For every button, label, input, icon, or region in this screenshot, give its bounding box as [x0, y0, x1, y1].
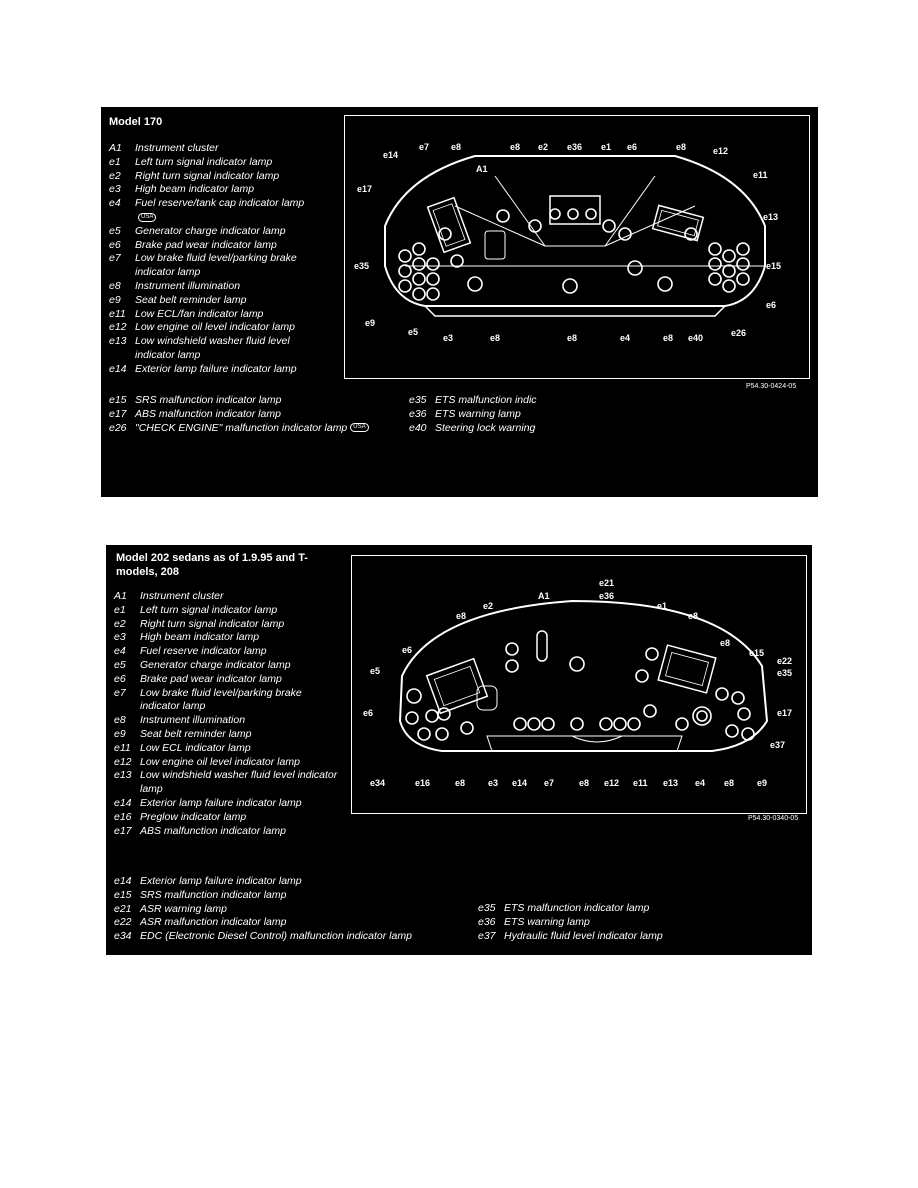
- legend-code: e9: [114, 727, 126, 740]
- legend-item: [114, 875, 444, 889]
- figure-reference: P54.30-0340-05: [748, 815, 799, 822]
- legend-description: Brake pad wear indicator lamp: [140, 672, 282, 685]
- callout-label: e8: [724, 778, 735, 788]
- legend-item: [109, 308, 319, 322]
- legend-description: Fuel reserve/tank cap indicator lampUSA: [135, 197, 305, 220]
- legend-code: e13: [109, 335, 127, 348]
- legend-description: EDC (Electronic Diesel Control) malfunction indicator lamp: [140, 930, 412, 943]
- callout-label: e13: [663, 778, 679, 788]
- callout-label: e14: [512, 778, 528, 788]
- legend-description: Generator charge indicator lamp: [135, 224, 286, 237]
- callout-label: e7: [544, 778, 555, 788]
- legend-description: Instrument illumination: [135, 279, 241, 292]
- callout-label: e6: [402, 645, 413, 655]
- callout-label: e2: [483, 601, 494, 611]
- legend-code: e6: [114, 672, 126, 685]
- legend-item: [114, 659, 339, 673]
- callout-label: e8: [490, 333, 501, 343]
- legend-code: e26: [109, 421, 127, 434]
- legend-item: [114, 714, 339, 728]
- legend-code: e36: [409, 407, 427, 420]
- right-connector: [658, 645, 716, 693]
- model-170-panel: [101, 107, 818, 497]
- legend-item: [114, 604, 339, 618]
- legend-code: e35: [409, 394, 427, 406]
- callout-label: e17: [357, 184, 373, 194]
- legend-item: [114, 618, 339, 632]
- legend-code: e4: [109, 197, 121, 210]
- legend-item: [109, 422, 399, 436]
- center-slot: [485, 231, 505, 259]
- legend-code: e11: [114, 741, 131, 754]
- legend-description: Exterior lamp failure indicator lamp: [140, 875, 302, 887]
- legend-list-bottom-left: [114, 875, 444, 944]
- legend-code: e2: [114, 617, 126, 630]
- callout-label: e15: [766, 261, 782, 271]
- legend-code: e3: [109, 183, 121, 196]
- legend-code: e11: [109, 307, 126, 320]
- legend-description: Generator charge indicator lamp: [140, 658, 291, 671]
- legend-description: Low engine oil level indicator lamp: [135, 321, 295, 334]
- callout-label: e8: [567, 333, 578, 343]
- model-202-panel: [106, 545, 812, 955]
- legend-description: Fuel reserve indicator lamp: [140, 645, 267, 658]
- left-slot: [477, 686, 497, 710]
- legend-code: e2: [109, 169, 121, 182]
- bulb-group: [399, 209, 749, 300]
- cluster-drawing: [345, 116, 809, 378]
- legend-code: e15: [109, 394, 127, 406]
- legend-description: Low ECL/fan indicator lamp: [135, 307, 264, 320]
- legend-description: High beam indicator lamp: [135, 183, 255, 196]
- callout-label: e22: [777, 656, 793, 666]
- legend-description: ETS malfunction indic: [435, 394, 537, 406]
- legend-description: High beam indicator lamp: [140, 631, 260, 644]
- legend-code: e34: [114, 930, 132, 943]
- left-connector: [427, 659, 488, 714]
- callout-label: e7: [419, 142, 430, 152]
- legend-code: e40: [409, 421, 427, 434]
- callout-label: e8: [676, 142, 687, 152]
- callout-label: e35: [354, 261, 370, 271]
- legend-item: [109, 363, 319, 377]
- legend-code: e36: [478, 915, 496, 928]
- legend-code: e1: [114, 603, 126, 616]
- cluster-drawing: [352, 556, 806, 813]
- callout-label: e3: [443, 333, 454, 343]
- legend-item: [109, 197, 319, 225]
- legend-description: ETS warning lamp: [504, 915, 590, 928]
- legend-item: [478, 902, 738, 916]
- legend-item: [114, 645, 339, 659]
- legend-code: e7: [109, 252, 121, 265]
- legend-code: e35: [478, 902, 496, 914]
- legend-item: [109, 252, 319, 280]
- callout-label: e21: [599, 578, 615, 588]
- legend-item: [478, 916, 738, 930]
- legend-list-bottom-left: [109, 394, 399, 435]
- legend-code: e14: [114, 875, 132, 887]
- legend-item: [109, 170, 319, 184]
- legend-code: A1: [109, 142, 122, 154]
- callout-label: e36: [567, 142, 583, 152]
- legend-item: [114, 687, 339, 715]
- legend-item: [109, 142, 319, 156]
- legend-description: ASR malfunction indicator lamp: [140, 916, 287, 929]
- legend-description: ETS malfunction indicator lamp: [504, 902, 650, 914]
- legend-description: Exterior lamp failure indicator lamp: [140, 796, 302, 809]
- legend-item: [478, 930, 738, 944]
- legend-description: Right turn signal indicator lamp: [135, 169, 280, 182]
- legend-description: Left turn signal indicator lamp: [140, 603, 278, 616]
- legend-code: e6: [109, 238, 121, 251]
- legend-item: [109, 225, 319, 239]
- callout-label: e8: [663, 333, 674, 343]
- legend-item: [114, 811, 339, 825]
- usa-badge: USA: [138, 213, 156, 222]
- legend-description: Hydraulic fluid level indicator lamp: [504, 929, 663, 942]
- callout-label: e8: [720, 638, 731, 648]
- legend-list: [109, 142, 319, 377]
- legend-description: Instrument illumination: [140, 714, 246, 727]
- callout-label: e5: [370, 666, 381, 676]
- legend-description: Low ECL indicator lamp: [140, 741, 251, 754]
- legend-code: e17: [109, 407, 127, 420]
- callout-label: e2: [538, 142, 549, 152]
- legend-description: Instrument cluster: [140, 590, 224, 602]
- right-connector: [653, 205, 704, 240]
- legend-item: [409, 408, 569, 422]
- legend-code: e37: [478, 929, 496, 942]
- legend-description: SRS malfunction indicator lamp: [135, 394, 282, 406]
- legend-description: Low windshield washer fluid level indicator lamp: [135, 335, 290, 361]
- legend-description: Exterior lamp failure indicator lamp: [135, 362, 297, 375]
- legend-description: Seat belt reminder lamp: [135, 293, 247, 306]
- legend-item: [114, 590, 339, 604]
- callout-label: e13: [763, 212, 779, 222]
- callout-label: e11: [753, 170, 768, 180]
- legend-code: A1: [114, 590, 127, 602]
- callout-label: e1: [601, 142, 612, 152]
- callout-label: e8: [456, 611, 467, 621]
- callout-label: e34: [370, 778, 386, 788]
- legend-item: [114, 673, 339, 687]
- legend-item: [409, 394, 569, 408]
- legend-item: [109, 239, 319, 253]
- callout-label: e8: [579, 778, 590, 788]
- legend-code: e13: [114, 769, 132, 782]
- legend-code: e14: [114, 796, 132, 809]
- callout-label: e12: [604, 778, 620, 788]
- legend-code: e21: [114, 902, 132, 915]
- legend-code: e22: [114, 916, 132, 929]
- legend-description: Right turn signal indicator lamp: [140, 617, 285, 630]
- cluster-notch: [572, 736, 622, 742]
- cluster-bottom-tab: [487, 736, 682, 751]
- callout-label: e12: [713, 146, 729, 156]
- legend-list-bottom-right: [409, 394, 569, 435]
- callout-label: e5: [408, 327, 419, 337]
- legend-item: [114, 930, 444, 944]
- callout-label: e3: [488, 778, 499, 788]
- callout-label: e4: [695, 778, 706, 788]
- callout-labels: [363, 578, 792, 788]
- legend-item: [109, 321, 319, 335]
- legend-code: e4: [114, 645, 126, 658]
- legend-code: e1: [109, 155, 121, 168]
- legend-item: [109, 335, 319, 363]
- legend-item: [114, 756, 339, 770]
- instrument-cluster-diagram: [351, 555, 807, 814]
- legend-item: [109, 294, 319, 308]
- right-connector-pins: [666, 652, 709, 685]
- cluster-outline: [400, 601, 767, 751]
- legend-description: Seat belt reminder lamp: [140, 727, 252, 740]
- callout-label: e40: [688, 333, 704, 343]
- legend-description: ETS warning lamp: [435, 407, 521, 420]
- legend-code: e3: [114, 631, 126, 644]
- legend-code: e5: [109, 224, 121, 237]
- legend-description: Steering lock warning: [435, 421, 536, 434]
- legend-description: Left turn signal indicator lamp: [135, 155, 273, 168]
- legend-code: e15: [114, 888, 132, 901]
- legend-item: [114, 769, 339, 797]
- callout-label: e14: [383, 150, 399, 160]
- callout-label: e36: [599, 591, 615, 601]
- callout-label: e11: [633, 778, 648, 788]
- legend-item: [114, 903, 444, 917]
- legend-item: [109, 408, 399, 422]
- legend-list-bottom-right: [478, 902, 738, 943]
- legend-description: ASR warning lamp: [140, 902, 227, 915]
- legend-item: [114, 742, 339, 756]
- left-connector-pins: [434, 666, 479, 705]
- cluster-bottom-edge: [425, 306, 725, 316]
- callout-label: e9: [757, 778, 768, 788]
- legend-code: e17: [114, 824, 132, 837]
- legend-code: e7: [114, 686, 126, 699]
- legend-description: ABS malfunction indicator lamp: [135, 407, 281, 420]
- legend-description: Preglow indicator lamp: [140, 810, 247, 823]
- legend-description: ABS malfunction indicator lamp: [140, 824, 286, 837]
- legend-code: e12: [109, 321, 127, 334]
- callout-label: e8: [455, 778, 466, 788]
- legend-description: Low windshield washer fluid level indicator lamp: [140, 769, 338, 796]
- legend-code: e5: [114, 658, 126, 671]
- legend-code: e8: [109, 279, 121, 292]
- legend-description: Brake pad wear indicator lamp: [135, 238, 277, 251]
- panel-title: Model 202 sedans as of 1.9.95 and T-models, 208: [116, 552, 308, 578]
- callout-label: e9: [365, 318, 376, 328]
- legend-description: "CHECK ENGINE" malfunction indicator lamp USA: [135, 422, 399, 436]
- legend-code: e9: [109, 293, 121, 306]
- legend-description: SRS malfunction indicator lamp: [140, 888, 287, 901]
- callout-label: e6: [766, 300, 777, 310]
- usa-badge: USA: [350, 423, 368, 432]
- callout-label: e6: [363, 708, 374, 718]
- panel-title: Model 170: [109, 116, 163, 128]
- instrument-cluster-diagram: [344, 115, 810, 379]
- legend-item: [114, 797, 339, 811]
- figure-reference: P54.30-0424-05: [746, 383, 797, 390]
- callout-label: e37: [770, 740, 786, 750]
- legend-description: Low brake fluid level/parking brake indicator lamp: [135, 252, 297, 279]
- legend-item: [109, 183, 319, 197]
- legend-description: Instrument cluster: [135, 142, 219, 154]
- legend-item: [114, 889, 444, 903]
- callout-label: A1: [476, 164, 488, 174]
- callout-label: e1: [657, 601, 668, 611]
- callout-label: e8: [451, 142, 462, 152]
- callout-label: e15: [749, 648, 765, 658]
- callout-label: e8: [688, 611, 699, 621]
- legend-item: [114, 825, 339, 839]
- callout-label: e8: [510, 142, 521, 152]
- left-connector-pins: [433, 204, 465, 247]
- legend-code: e14: [109, 362, 127, 375]
- legend-item: [114, 728, 339, 742]
- legend-description: Low brake fluid level/parking brake indicator lamp: [140, 686, 302, 713]
- callout-label: e26: [731, 328, 747, 338]
- legend-item: [109, 394, 399, 408]
- legend-description: Low engine oil level indicator lamp: [140, 755, 300, 768]
- legend-code: e16: [114, 810, 132, 823]
- callout-label: e35: [777, 668, 793, 678]
- legend-code: e12: [114, 755, 132, 768]
- legend-item: [109, 156, 319, 170]
- callout-label: A1: [538, 591, 550, 601]
- legend-code: e8: [114, 714, 126, 727]
- callout-label: e4: [620, 333, 631, 343]
- legend-item: [114, 631, 339, 645]
- center-slot: [537, 631, 547, 661]
- legend-list: [114, 590, 339, 838]
- left-connector: [428, 198, 471, 253]
- legend-item: [409, 422, 569, 436]
- callout-label: e16: [415, 778, 431, 788]
- cluster-outline: [385, 156, 765, 306]
- callout-label: e17: [777, 708, 793, 718]
- callout-label: e6: [627, 142, 638, 152]
- legend-item: [114, 916, 444, 930]
- legend-item: [109, 280, 319, 294]
